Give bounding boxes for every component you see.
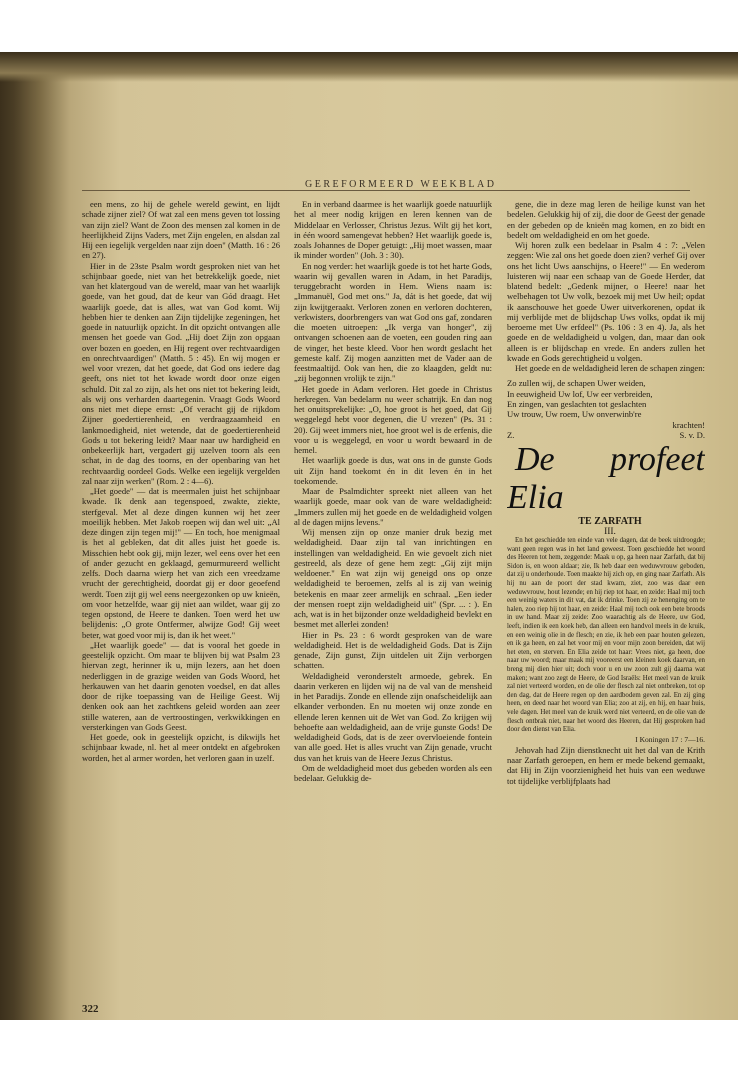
paragraph: gene, die in deze mag leren de heilige kunst van het bedelen. Gelukkig hij of zij, die door de Geest der genade en der gebeden op de knieën mag komen, en zo bidt en bedelt om weldadigheid en om het goede.: [507, 199, 705, 240]
running-header: GEREFORMEERD WEEKBLAD: [305, 179, 497, 190]
article-title: De profeet Elia: [507, 440, 705, 516]
paragraph: En in verband daarmee is het waarlijk goede natuurlijk het al meer nodig krijgen en leren kennen van de Middelaar en Verlosser, Christus Jezus. Wilt gij het kort, in één woord samengevat hebben? Het waarlijk goede is, zoals Johannes de Doper getuigt: „Hij moet wassen, maar ik minder worden" (Joh. 3 : 30).: [294, 199, 492, 261]
paragraph: Maar de Psalmdichter spreekt niet alleen van het waarlijk goede, maar ook van de ware weldadigheid: „Immers zullen mij het goede en de weldadigheid volgen al de dagen mijns levens.": [294, 486, 492, 527]
signature-initial: Z.: [507, 430, 515, 441]
paragraph: Het waarlijk goede is dus, wat ons in de gunste Gods uit Zijn hand toekomt én in dit leven én in het toekomende.: [294, 455, 492, 486]
signature-row: [507, 430, 705, 440]
paragraph: Hier in de 23ste Psalm wordt gesproken niet van het schijnbaar goede, niet van het betrekkelijk goede, niet van het klatergoud van de wereld, maar van het waarlijk goede, van het goud, dat de keur van Gód draagt. Het waarlijk goede, dat is alles, wat van God komt. Wij hebben hier te denken aan Zijn tijdelijke zegeningen, het goede in natuurlijk opzicht. In dit opzicht ontvangen alle mensen het goede van God. „Hij doet Zijn zon opgaan over bozen en goeden, en Hij regent over rechtvaardigen en onrechtvaardigen" (Matth. 5 : 45). En wij mogen er wel voor vrezen, dat het goede, dat God ons iedere dag geeft, ons niet tot het kwade wordt door onze eigen schuld. Dit zal zo zijn, als het ons niet tot bekering leidt, als wij ons verharden daartegenin. Vraagt Gods Woord ons niet met diepe ernst: „Of veracht gij de rijkdom Zijner goedertierenheid, en verdraagzaamheid en lankmoedigheid, niet wetende, dat de goedertierenheid Gods u tot bekering leidt? Maar naar uw hardigheid en onbekeerlijk hart, vergadert gij uzelven toorn als een schat, in de dag des toorns, en der openbaring van het rechtvaardig oordeel Gods. Welke een iegelijk vergelden zal naar zijn werken" (Rom. 2 : 4—6).: [82, 260, 280, 486]
newspaper-page: [0, 52, 738, 1020]
signature-author: S. v. D.: [679, 430, 705, 441]
paragraph: Om de weldadigheid moet dus gebeden worden als een bedelaar. Gelukkig de-: [294, 762, 492, 783]
paragraph: „Het waarlijk goede" — dat is vooral het goede in geestelijk opzicht. Om maar te blijven bij wat Psalm 23 hiervan zegt, herinner ik u, mijn lezers, aan het doen nederliggen in de grazige weiden van Gods Woord, het herkauwen van het daarin genoten voedsel, en dat alles door de rijke toepassing van de Heilige Geest. Wij denken ook aan het zachtkens geleid worden aan zeer stille wateren, aan de vertroostingen, verkwikkingen en versterkingen van Gods Geest.: [82, 639, 280, 732]
column-left: [82, 199, 280, 997]
paragraph: Wij horen zulk een bedelaar in Psalm 4 : 7: „Velen zeggen: Wie zal ons het goede doen zien? verhef Gij over ons het licht Uws aanschijns, o Heere!" — En wederom luisteren wij naar een schaap van de Goede Herder, dat blatend bedelt: „Gedenk mijner, o Heere! naar het welbehagen tot Uw volk, bezoek mij met Uw heil; opdat ik aanschouwe het goede Uwer uitverkorenen, opdat ik mij verblijde met de blijdschap Uws volks, opdat ik mij beroeme met Uw erfdeel" (Ps. 106 : 3 en 4). Ja, als het goede en de weldadigheid u volgen, dan, maar dan ook alleen is er blijdschap en vrede. En anders zullen het kwade en Gods gerechtigheid u volgen.: [507, 240, 705, 363]
page-number: 322: [82, 1003, 99, 1015]
scripture-quote: En het geschiedde ten einde van vele dagen, dat de beek uitdroogde; want geen regen was in het land geweest. Toen geschiedde het woord des Heeren tot hem, zeggende: Maak u op, ga heen naar Zarfath, dat bij Sidon is, en woon aldaar; zie, Ik heb daar een weduwvrouw geboden, dat zij u onderhoude. Toen maakte hij zich op, en ging naar Zarfath. Als hij nu aan de poort der stad kwam, ziet, zoo was daar een weduwvrouw, hout lezende; en hij riep tot haar, en zeide: Haal mij toch een weinig waters in dit vat, dat ik drinke. Toen zij ze henenging om te halen, zoo riep hij tot haar, en zeide: Haal mij toch ook een bete broods in uw hand. Maar zij zeide: Zoo waarachtig als de Heere, uw God, leeft, indien ik een koek heb, dan alleen een handvol meels in de kruik, en een weinig olie in de flesch; en zie, ik heb een paar houten gelezen, en ik ga heen, en zal het voor mij en voor mijn zoon bereiden, dat wij het eten, en sterven. En Elia zeide tot haar: Vrees niet, ga heen, doe naar uw woord; maar maak mij vooreerst een kleinen koek daarvan, en breng mij dien hier uit; doch voor u en uw zoon zult gij daarna wat maken; want zoo zegt de Heere, de God Israëls: Het meel van de kruik zal niet verteerd worden, en de olie der flesch zal niet ontbreken, tot op den dag, dat de Heere regen op den aardbodem geven zal. En zij ging heen, en deed naar het woord van Elia; zoo at zij, en hij, en haar huis, vele dagen. Het meel van de kruik werd niet verteerd, en de olie van de flesch ontbrak niet, naar het woord des Heeren, dat Hij gesproken had door den dienst van Elia.: [507, 537, 705, 734]
column-middle: [294, 199, 492, 1065]
paragraph: Het goede in Adam verloren. Het goede in Christus herkregen. Van bedelarm nu weer schatrijk. En dan nog het onuitsprekelijke: „O, hoe groot is het goed, dat Gij weggelegd hebt voor degenen, die U vrezen" (Ps. 31 : 20). Gij weet immers niet, hoe groot wel is de erfenis, die voor u is weggelegd, en voor u wordt bewaard in de hemel.: [294, 383, 492, 455]
column-right: [507, 199, 705, 1065]
poem-line: En zingen, van geslachten tot geslachten: [507, 399, 647, 410]
poem-line: krachten!: [672, 419, 705, 430]
poem-line: Zo zullen wij, de schapen Uwer weiden,: [507, 378, 646, 389]
paragraph: Het goede, ook in geestelijk opzicht, is dikwijls het schijnbaar kwade, nl. het al meer ontdekt en afgebroken worden, het al armer worden, het verloren gaan in uzelf.: [82, 732, 280, 763]
article-chapter: III.: [604, 526, 616, 537]
scripture-reference: I Koningen 17 : 7—16.: [635, 734, 705, 744]
paragraph: een mens, zo hij de gehele wereld gewint, en lijdt schade zijner ziel? Of wat zal een mens geven tot lossing van zijn ziel? Want de Zoon des mensen zal komen in de heerlijkheid Zijns Vaders, met Zijn engelen, en alsdan zal Hij een iegelijk vergelden naar zijn doen" (Matth. 16 : 26 en 27).: [82, 199, 280, 261]
paragraph: En nog verder: het waarlijk goede is tot het harte Gods, waarin wij gevallen waren in Adam, in het Paradijs, teruggebracht worden in Hem. Wiens naam is: „Immanuël, God met ons." Ja, dát is het goede, dat wij zijn kwijtgeraakt. Verloren zonen en verloren dochteren, verkwisters, doorbrengers van wat God ons gaf, zondaren die moeten uitroepen: „Ik verga van honger", zij ontvangen schoenen aan de voeten, een gouden ring aan de vinger, het beste kleed. Voor hen wordt geslacht het gemeste kalf. Zij mogen aanzitten met de Vader aan de feestmaaltijd. Ook van hen, die zo klaagden, geldt nu: „zij begonnen vrolijk te zijn.": [294, 260, 492, 384]
article-subtitle: TE ZARFATH: [578, 515, 642, 527]
header-rule: [82, 190, 690, 191]
paragraph: Hier in Ps. 23 : 6 wordt gesproken van de ware weldadigheid. Het is de weldadigheid Gods. Dat is Zijn genade, Zijn gunst, Zijn uitdelen uit Zijn verborgen schatten.: [294, 629, 492, 671]
poem-line: Uw trouw, Uw roem, Uw onverwinb're: [507, 409, 642, 420]
paragraph: „Het goede" — dat is meermalen juist het schijnbaar kwade. Ik denk aan tegenspoed, zwakte, ziekte, sterfgeval. Met al deze dingen kunnen wij het zeer moeilijk hebben. Met Jakob roepen wij dan wel uit: „Al deze dingen zijn tegen mij!" — En toch, hoe menigmaal is het al gebleken, dat dit alles juist het goede is. Misschien hebt ook gij, mijn lezer, wel eens over het een of ander gezucht en geklaagd, gemurmureerd wellicht zelfs. Doch daarna wierp het van zich een vreedzame vrucht der gerechtigheid, doordat gij er door geoefend werdt. Toen zijt gij wel eens neergezonken op uw knieën, om voor hetzelfde, waar gij niet aan wildet, waar gij zo tegen opstond, de Heere te danken. Toen werd het uw belijdenis: „O grote Ontfermer, alwijze God! Gij weet beter, wat goed voor mij is, dan ik het weet.": [82, 486, 280, 640]
paragraph: Jehovah had Zijn dienstknecht uit het dal van de Krith naar Zarfath geroepen, en hem er mede bekend gemaakt, dat Hij in Zijn voorzienigheid het huis van een weduwe tot tijdelijke verblijfplaats had: [507, 744, 705, 786]
poem-line: In eeuwigheid Uw lof, Uw eer verbreiden,: [507, 388, 653, 399]
paragraph: Het goede en de weldadigheid leren de schapen zingen:: [515, 363, 705, 373]
paragraph: Weldadigheid veronderstelt armoede, gebrek. En daarin verkeren en lijden wij na de val van de mensheid in het Paradijs. Zonde en ellende zijn onafscheidelijk aan elkander verbonden. En nu moeten wij onze zonde en ellende leren kennen uit de Wet van God. Zo krijgen wij behoefte aan weldadigheid, aan de vrije gunste Gods! De weldadigheid Gods, dat is de zeer overvloeiende fontein van alle goed. Het is alles vrucht van Zijn genade, vrucht dus van het kruis van de Heere Jezus Christus.: [294, 670, 492, 763]
paragraph: Wij mensen zijn op onze manier druk bezig met weldadigheid. Daar zijn tal van inrichtingen en instellingen van weldadigheid. En wie gevoelt zich niet gestreeld, als deze of gene hem zegt: „Gij zijt mijn weldoener." En wat zijn wij geneigd ons op onze weldadigheid te beroemen, zelfs al is zij van weinig betekenis en maar zeer armelijk en schraal. „Een ieder der mensen roept zijn weldadigheid uit" (Spr. ... : ). En ach, wat is in het bijzonder onze weldadigheid bevlekt en besmet met allerlei zonden!: [294, 527, 492, 630]
